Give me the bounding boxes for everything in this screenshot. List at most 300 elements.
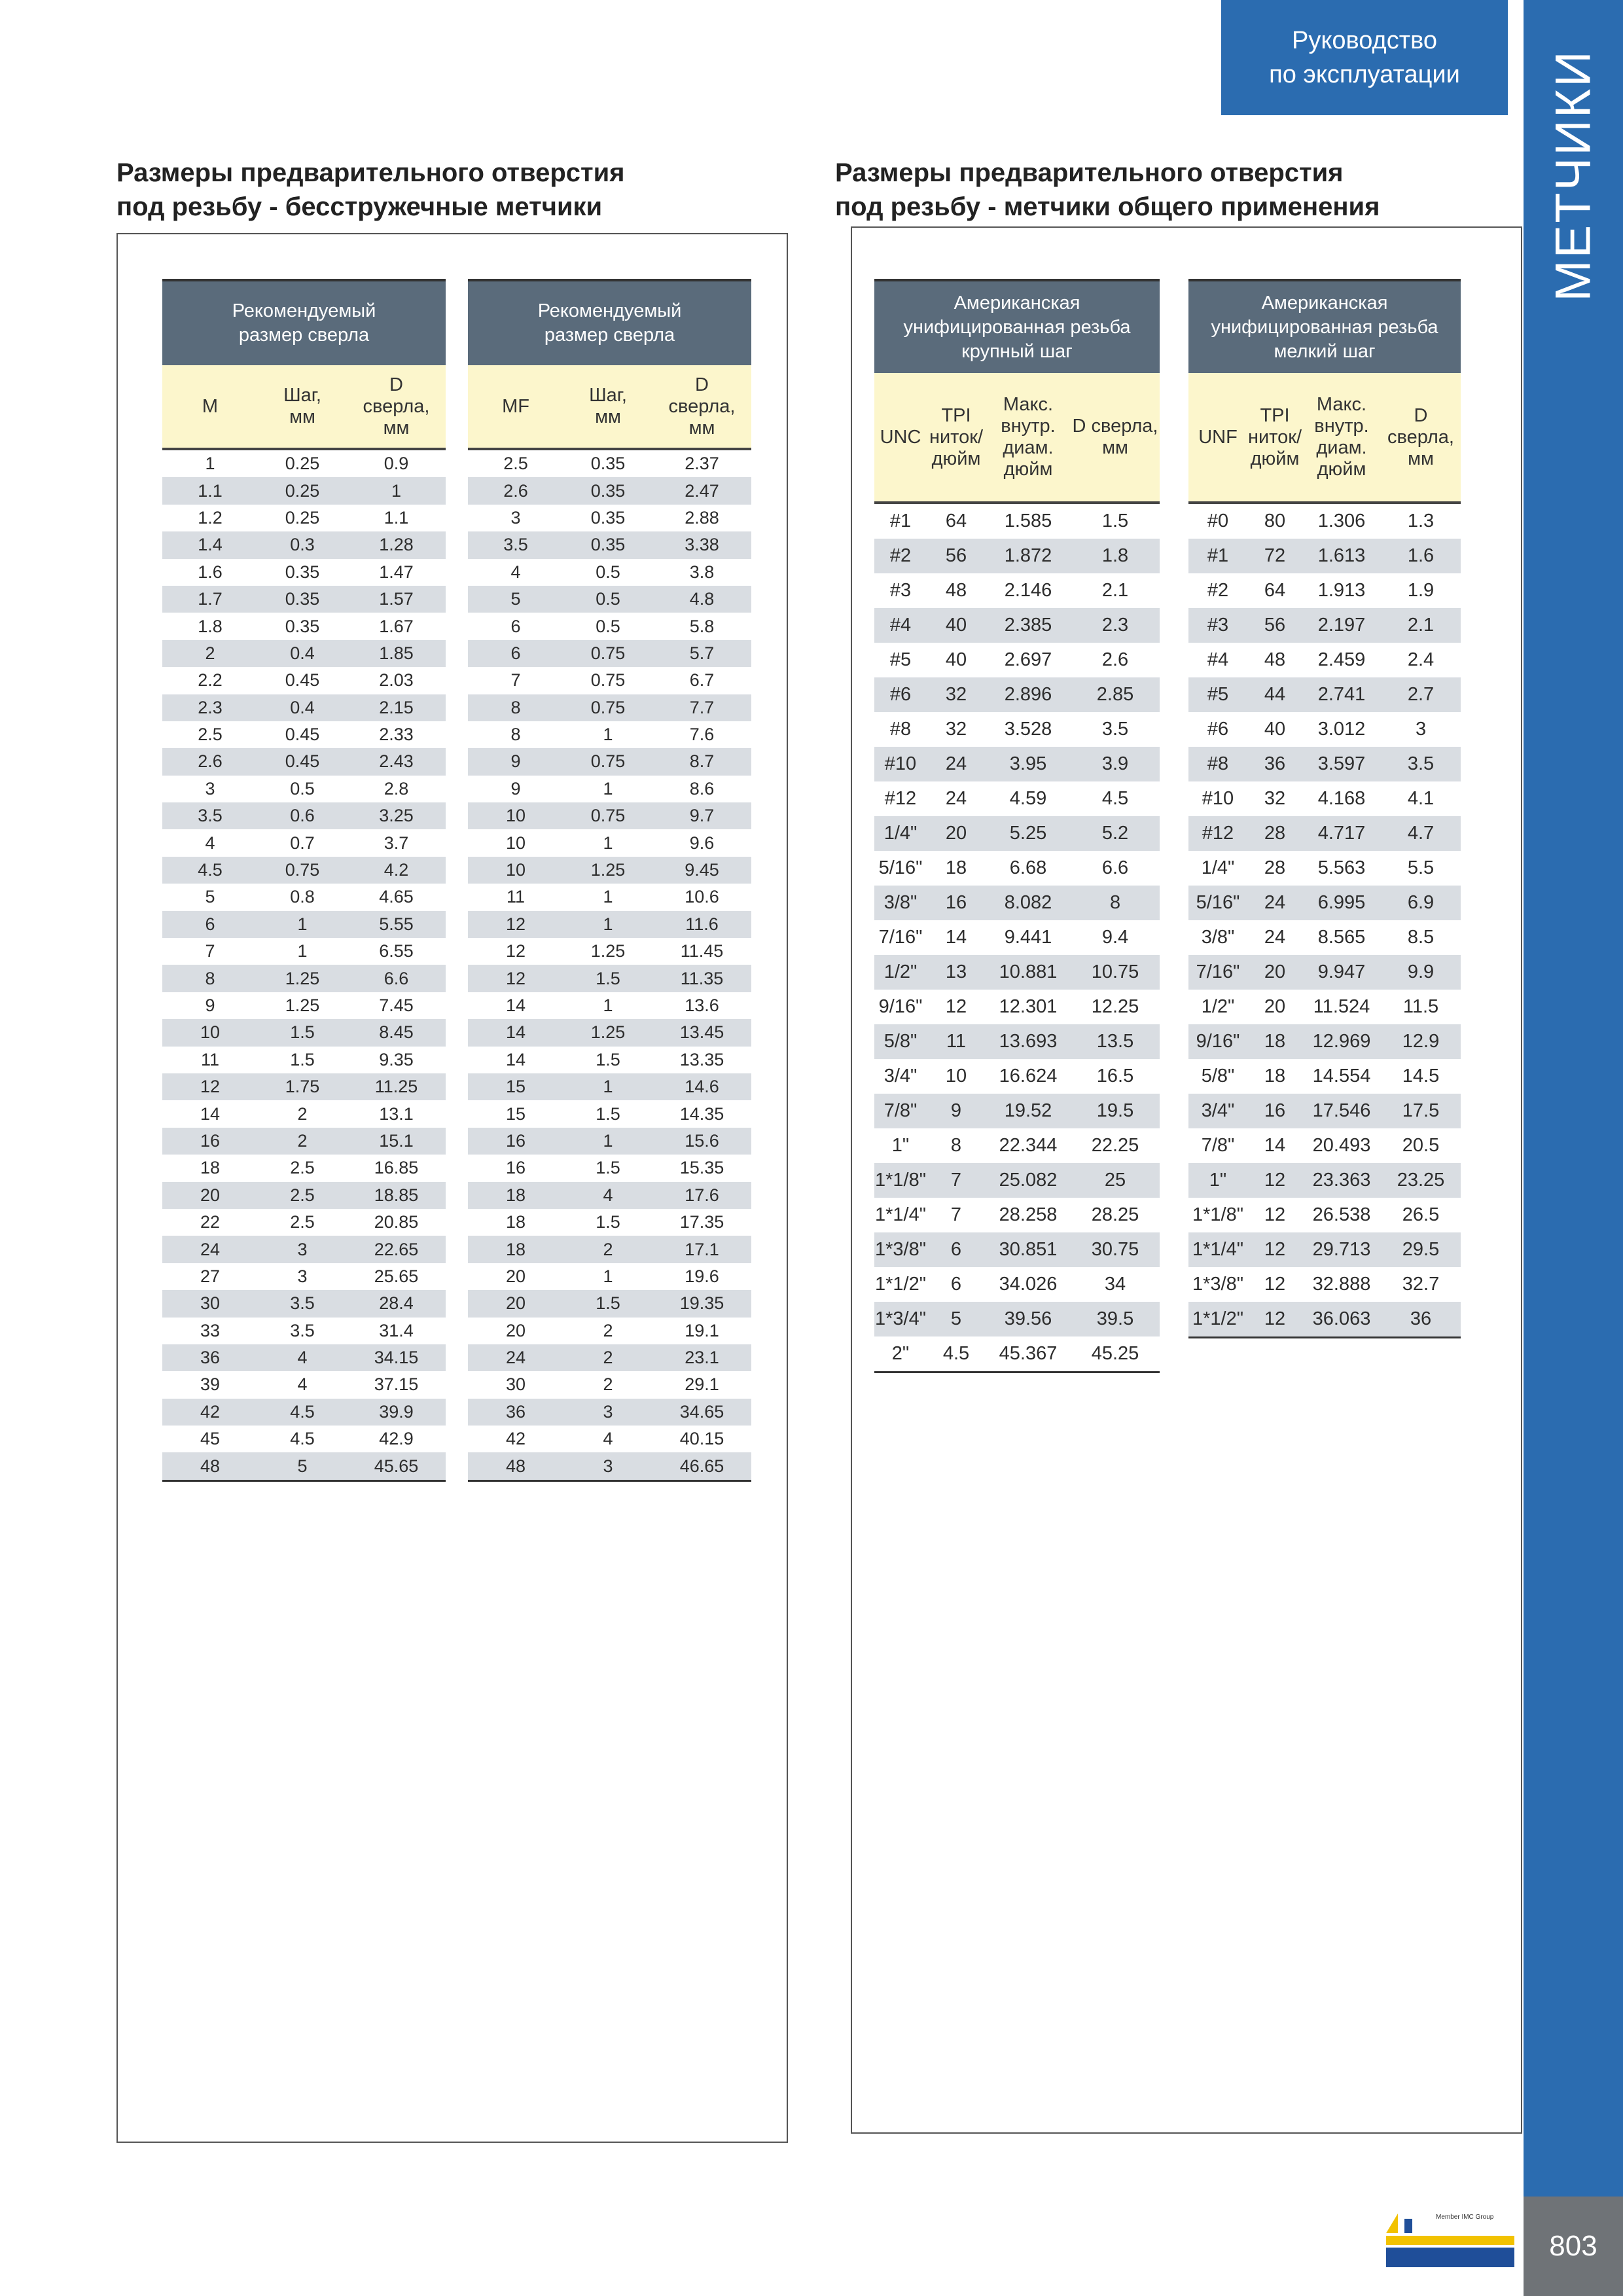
table-cell: #6 [1207,719,1229,740]
iscar-logo [1386,2214,1514,2267]
table-cell: 32 [1264,788,1286,809]
table-cell: 24 [162,1236,258,1263]
table-cell: 6 [927,1232,986,1267]
table-cell: 9.45 [652,857,751,884]
column-header-line: сверла, [668,395,736,417]
table-cell: 0.75 [563,694,652,721]
table-cell: 7 [510,670,521,691]
table-cell: 5/16" [1188,886,1247,920]
table-cell: 20 [1247,955,1302,990]
table-row [1188,816,1461,851]
table-cell: 2.43 [347,748,446,775]
table-cell: 12 [468,911,563,938]
table-row [874,1128,1160,1163]
table-cell: 14 [945,927,967,948]
table-cell: 1.28 [347,531,446,558]
table-cell: 48 [1264,649,1286,670]
column-header [563,365,652,449]
table-cell: 1.6 [198,562,223,582]
table-row [1188,503,1461,539]
table-cell: 1.613 [1302,539,1381,573]
table-row [468,1019,751,1046]
table-cell: 3.012 [1317,719,1366,740]
table-cell: 3/8" [874,886,927,920]
table-cell: 2.385 [986,608,1071,643]
table-cell: 11.25 [347,1073,446,1100]
table-row [1188,1198,1461,1232]
table-cell: 64 [1264,580,1286,601]
table-cell: 1 [297,941,308,961]
table-title-line: унифицированная резьба [903,316,1131,338]
table-cell: #10 [874,747,927,781]
table-cell: 19.1 [685,1320,719,1340]
column-header-line: Макс. [1003,394,1054,415]
table-cell: 5 [927,1302,986,1336]
table-cell: 3 [297,1266,308,1286]
table-row [162,449,446,477]
table-cell: 28 [1247,816,1302,851]
table-row [468,857,751,884]
table-cell: 2.3 [1071,608,1160,643]
table-cell: 1*3/8" [874,1232,927,1267]
table-cell: 16 [162,1128,258,1155]
table-row [468,992,751,1019]
table-row [1188,851,1461,886]
table-cell: 6 [162,911,258,938]
table-cell: 30.75 [1071,1232,1160,1267]
table-cell: 17.6 [652,1182,751,1209]
table-row [1188,1024,1461,1059]
table-cell: 5/8" [1201,1066,1235,1086]
table-title-line: Американская [1261,292,1388,314]
table-cell: 72 [1247,539,1302,573]
table-cell: 10 [468,857,563,884]
table-cell: 11.35 [652,965,751,992]
table-title [162,280,446,365]
table-cell: 13.6 [685,996,719,1015]
table-cell: 12 [1264,1274,1286,1295]
table-cell: 1.5 [290,1049,315,1069]
table-cell: #10 [1202,788,1234,809]
table-cell: 18 [945,857,967,878]
table-cell: 2.197 [1302,608,1381,643]
table-row [874,608,1160,643]
table-cell: 9 [927,1094,986,1128]
table-cell: 14 [505,1049,526,1069]
table-cell: 17.5 [1381,1094,1461,1128]
table-row [162,1100,446,1127]
table-cell: 39.5 [1071,1302,1160,1336]
table-row [1188,1302,1461,1338]
table-row [162,1344,446,1371]
table-cell: 5/8" [874,1024,927,1059]
table-cell: 16.85 [374,1158,419,1178]
table-row [162,531,446,558]
table-cell: 1*3/4" [874,1302,927,1336]
table-cell: 7 [205,941,215,961]
table-cell: 19.35 [652,1290,751,1317]
table-cell: 18 [468,1182,563,1209]
table-cell: 1.9 [1407,580,1435,601]
table-cell: 25 [1071,1163,1160,1198]
table-row [162,640,446,667]
table-cell: 19.6 [685,1266,719,1286]
table-cell: 10.75 [1071,955,1160,990]
table-row [162,802,446,829]
table-cell: 56 [1247,608,1302,643]
table-cell: 2.5 [290,1212,315,1232]
table-cell: 15 [505,1103,526,1124]
table-cell: 2.37 [685,454,719,474]
column-header-line: мм [1102,437,1128,458]
guide-label-box [1221,0,1508,115]
table-cell: 4 [563,1182,652,1209]
table-cell: 20 [505,1320,526,1340]
unc-drill-table [874,279,1160,1373]
table-cell: 2.7 [1381,677,1461,712]
table-cell: 11 [506,887,526,907]
table-cell: 8 [510,725,521,745]
table-cell: 8.5 [1407,927,1435,948]
table-cell: 16.5 [1096,1066,1134,1086]
table-cell: 6.6 [1101,857,1129,878]
table-row [1188,1059,1461,1094]
table-cell: 1 [603,725,613,745]
table-cell: 2" [874,1336,927,1372]
table-cell: 3.5 [1101,719,1129,740]
table-cell: 11.5 [1402,996,1439,1017]
table-cell: 39.9 [347,1399,446,1426]
table-cell: 44 [1247,677,1302,712]
table-cell: 28.25 [1091,1204,1139,1225]
table-cell: 4.59 [1009,788,1047,809]
table-cell: 26.538 [1312,1204,1371,1225]
table-row [874,1094,1160,1128]
table-cell: 36.063 [1302,1302,1381,1338]
table-cell: 1 [347,477,446,504]
table-cell: 4.8 [652,586,751,613]
table-cell: 1/2" [874,955,927,990]
right-section-title [835,156,1380,224]
column-header-line: дюйм [1003,459,1053,480]
table-cell: 8.082 [986,886,1071,920]
table-title-line: размер сверла [238,325,370,346]
table-row [162,477,446,504]
table-cell: 1*1/2" [1188,1302,1247,1338]
table-row [468,1452,751,1480]
table-row [874,781,1160,816]
column-header-line: дюйм [931,448,981,469]
table-row [874,955,1160,990]
table-cell: 10 [505,833,526,853]
column-header-line: сверла, [363,395,430,417]
table-row [468,449,751,477]
table-cell: 2 [258,1128,347,1155]
table-cell: 1*1/2" [874,1274,927,1295]
table-cell: 1 [603,778,613,798]
table-cell: 3 [563,1399,652,1426]
table-cell: 2 [563,1236,652,1263]
table-cell: 12 [505,941,526,961]
column-header-line: ниток/ [929,426,984,448]
table-row [468,884,751,910]
table-cell: 1.1 [162,477,258,504]
table-cell: 25.65 [374,1266,419,1286]
table-cell: 1.85 [347,640,446,667]
table-cell: 1.5 [596,1049,620,1069]
table-cell: 3 [563,1452,652,1480]
column-header-line: Шаг, [589,385,627,406]
table-cell: 20 [505,1266,526,1286]
table-cell: #12 [884,788,917,809]
table-cell: 0.8 [290,887,315,907]
table-cell: 36 [162,1344,258,1371]
table-cell: 18 [468,1236,563,1263]
column-header [652,365,751,449]
table-cell: 18 [200,1158,221,1178]
column-header-line: MF [502,395,529,417]
table-cell: 14.6 [652,1073,751,1100]
column-header-line: сверла, [1387,426,1454,448]
table-cell: 8 [950,1135,962,1156]
table-row [162,938,446,965]
table-cell: #0 [1207,511,1229,531]
table-cell: 8.45 [347,1019,446,1046]
table-cell: 0.35 [590,454,626,474]
table-row [162,1128,446,1155]
table-cell: 3.38 [652,531,751,558]
table-cell: 36 [1247,747,1302,781]
table-cell: 0.35 [563,477,652,504]
table-cell: 19.5 [1071,1094,1160,1128]
table-row [874,920,1160,955]
table-cell: 6.55 [379,941,414,961]
table-cell: 1.25 [285,996,320,1015]
table-cell: 24 [945,788,967,809]
section-sidebar [1524,0,1623,2197]
table-row [162,1182,446,1209]
table-cell: 2.8 [383,778,409,798]
table-row [874,503,1160,539]
table-row [162,1209,446,1236]
table-cell: 5.8 [689,616,715,636]
table-cell: 2.03 [379,670,414,691]
table-cell: 20 [468,1290,563,1317]
table-cell: 3.8 [689,562,715,582]
table-cell: 22.65 [347,1236,446,1263]
table-row [162,1236,446,1263]
table-cell: 1" [1188,1163,1247,1198]
table-cell: 45.367 [986,1336,1071,1372]
table-cell: 0.75 [563,802,652,829]
column-header-line: Макс. [1316,394,1367,415]
table-title [468,280,751,365]
table-cell: #5 [1188,677,1247,712]
table-cell: 39 [200,1374,221,1395]
table-cell: 32 [927,677,986,712]
column-header-line: TPI [941,404,971,426]
column-header-line: мм [688,417,715,439]
right-title-line1: Размеры предварительного отверстия [835,158,1344,187]
table-cell: 22.344 [999,1135,1058,1156]
table-cell: 9.441 [1004,927,1052,948]
table-row [468,1399,751,1426]
table-row [1188,677,1461,712]
table-row [162,1399,446,1426]
table-cell: 5.563 [1317,857,1366,878]
table-cell: 2.6 [1101,649,1129,670]
column-header-line: внутр. [1001,416,1056,437]
table-cell: 20.493 [1312,1135,1371,1156]
table-cell: 9 [205,996,215,1015]
table-cell: 7 [927,1163,986,1198]
table-cell: 3.5 [258,1290,347,1317]
table-row [468,911,751,938]
table-cell: 14 [505,996,526,1015]
table-cell: 3 [205,778,215,798]
table-cell: 1.25 [258,965,347,992]
table-cell: 0.25 [258,477,347,504]
column-header-line: дюйм [1250,448,1300,469]
table-cell: 13.35 [679,1049,724,1069]
column-header [258,365,347,449]
column-header [347,365,446,449]
table-cell: 9.947 [1302,955,1381,990]
table-cell: 9 [510,778,521,798]
table-cell: 14.554 [1312,1066,1371,1086]
table-cell: 15.6 [652,1128,751,1155]
table-cell: 3.7 [383,833,409,853]
table-cell: 80 [1264,511,1286,531]
table-cell: 0.7 [290,833,315,853]
table-cell: 1.6 [1381,539,1461,573]
table-cell: 2.5 [258,1182,347,1209]
table-cell: 4 [297,1374,308,1395]
table-cell: #3 [1188,608,1247,643]
table-cell: 1.47 [379,562,414,582]
table-cell: 14.35 [679,1103,724,1124]
table-row [468,748,751,775]
table-row [468,1155,751,1181]
table-cell: 7/8" [874,1094,927,1128]
table-cell: 1 [563,1128,652,1155]
table-cell: 0.35 [563,531,652,558]
table-cell: 9/16" [878,996,923,1017]
table-cell: 23.25 [1381,1163,1461,1198]
table-cell: 48 [468,1452,563,1480]
table-cell: 0.35 [285,562,320,582]
column-header [468,365,563,449]
table-cell: 48 [162,1452,258,1480]
table-row [468,613,751,639]
table-cell: 0.75 [563,748,652,775]
table-row [468,1236,751,1263]
table-row [1188,573,1461,608]
table-row [468,1344,751,1371]
table-cell: 1.7 [162,586,258,613]
table-cell: 1.306 [1317,511,1366,531]
table-cell: 20 [927,816,986,851]
table-cell: 18 [1247,1024,1302,1059]
table-cell: 1.75 [258,1073,347,1100]
table-cell: 4.5 [162,857,258,884]
table-row [468,1182,751,1209]
table-cell: 2.15 [347,694,446,721]
column-header-line: TPI [1260,404,1290,426]
table-title-line: Рекомендуемый [232,300,376,321]
column-header-line: дюйм [1317,459,1366,480]
table-cell: 34 [1104,1274,1126,1295]
table-cell: 1.4 [162,531,258,558]
table-cell: 20.5 [1402,1135,1440,1156]
table-cell: 6.7 [689,670,715,691]
table-cell: 8 [1071,886,1160,920]
table-cell: 1/4" [1201,857,1235,878]
table-row [468,559,751,586]
table-cell: 2 [563,1344,652,1371]
table-cell: 0.35 [285,616,320,636]
table-cell: 16 [927,886,986,920]
table-cell: 4 [258,1344,347,1371]
table-cell: 5 [205,887,215,907]
table-cell: #2 [874,539,927,573]
table-cell: 5.55 [347,911,446,938]
column-header [1302,373,1381,503]
table-cell: #4 [1207,649,1229,670]
table-cell: 1 [603,996,613,1015]
table-cell: 1.872 [986,539,1071,573]
table-row [162,1019,446,1046]
table-cell: 45.25 [1071,1336,1160,1372]
table-cell: 28 [1264,857,1286,878]
table-row [468,776,751,802]
table-cell: 5 [468,586,563,613]
table-row [1188,781,1461,816]
table-cell: 10 [162,1019,258,1046]
table-cell: 5.2 [1071,816,1160,851]
table-cell: 2.697 [1004,649,1052,670]
table-cell: 3.9 [1071,747,1160,781]
table-cell: 1" [891,1135,910,1156]
table-cell: 12.969 [1302,1024,1381,1059]
table-row [874,1232,1160,1267]
table-cell: 1.585 [1004,511,1052,531]
table-cell: 6.6 [347,965,446,992]
table-cell: 6 [510,616,521,636]
table-row [468,938,751,965]
table-cell: 2 [297,1103,308,1124]
table-cell: 39.56 [986,1302,1071,1336]
table-row [162,613,446,639]
table-row [1188,886,1461,920]
column-header [986,373,1071,503]
unf-drill-table [1188,279,1461,1338]
table-cell: 24 [1247,886,1302,920]
table-cell: 6.68 [1009,857,1047,878]
table-cell: 0.6 [258,802,347,829]
table-row [468,531,751,558]
table-cell: 0.45 [285,670,320,691]
column-header-line: M [202,395,219,417]
table-cell: 0.4 [258,694,347,721]
table-cell: 13.693 [986,1024,1071,1059]
table-cell: 8.7 [652,748,751,775]
column-header [927,373,986,503]
table-cell: 0.5 [563,586,652,613]
column-header-line: ниток/ [1247,426,1302,448]
table-cell: 1*3/8" [1192,1274,1244,1295]
table-cell: 1.913 [1317,580,1366,601]
